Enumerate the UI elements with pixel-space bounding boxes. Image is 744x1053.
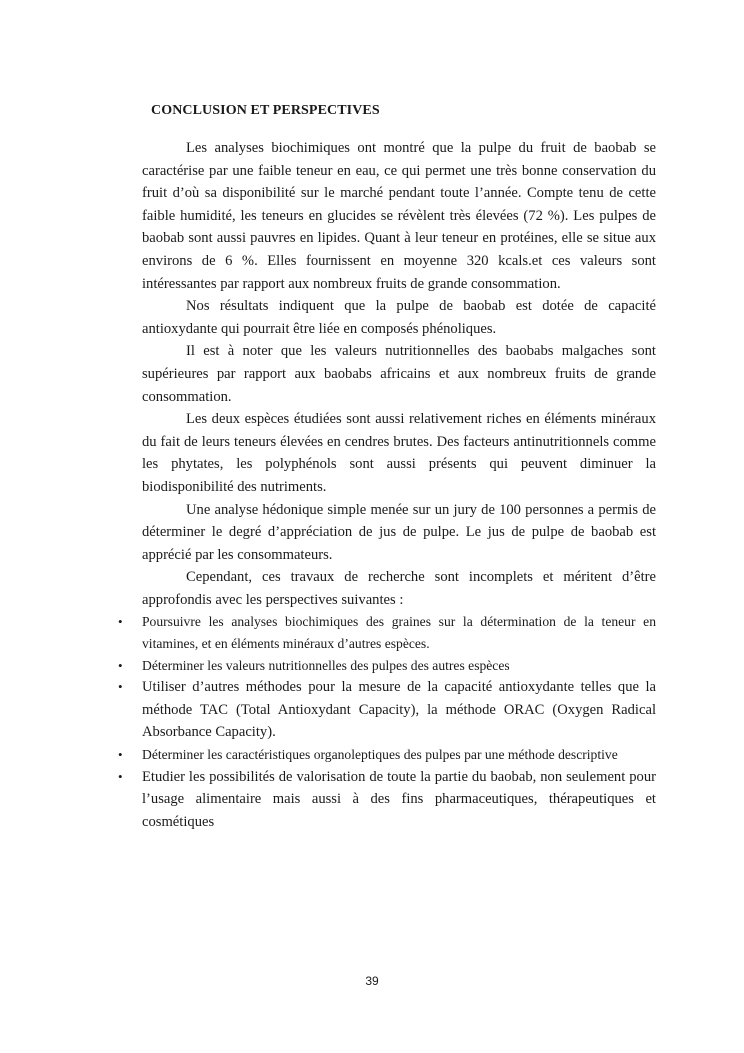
- page-number: 39: [365, 974, 379, 988]
- list-item: [118, 766, 656, 834]
- list-item: [118, 744, 656, 766]
- paragraph-analyses: Les analyses biochimiques ont montré que la pulpe du fruit de baobab se caractérise par une faible teneur en eau, ce qui permet une très bonne conservation du fruit d’où sa disponibilité sur le marché pendant toute l’année. Compte tenu de cette faible humidité, les teneurs en glucides se révèlent très élevées (72 %). Les pulpes de baobab sont aussi pauvres en lipides. Quant à leur teneur en protéines, elle se situe aux environs de 6 %. Elles fournissent en moyenne 320 kcals.et ces valeurs sont intéressantes par rapport aux nombreux fruits de grande consommation.: [142, 140, 656, 292]
- list-item: [118, 611, 656, 654]
- list-item-text: Utiliser d’autres méthodes pour la mesure de la capacité antioxydante telles que la méthode TAC (Total Antioxydant Capacity), la méthode ORAC (Oxygen Radical Absorbance Capacity).: [142, 679, 656, 741]
- paragraph-valeurs-nutritionnelles: Il est à noter que les valeurs nutritionnelles des baobabs malgaches sont supérieures par rapport aux baobabs africains et aux nombreux fruits de grande consommation.: [142, 343, 656, 405]
- body-text: [118, 137, 656, 833]
- section-heading: CONCLUSION ET PERSPECTIVES: [151, 103, 380, 118]
- bullet-icon: •: [118, 657, 123, 673]
- list-item-text: Déterminer les valeurs nutritionnelles des pulpes des autres espèces: [142, 657, 510, 673]
- paragraph-hedonique: Une analyse hédonique simple menée sur un jury de 100 personnes a permis de déterminer le degré d’appréciation de jus de pulpe. Le jus de pulpe de baobab est apprécié par les consommateurs.: [142, 501, 656, 563]
- bullet-icon: •: [118, 768, 123, 784]
- paragraph-mineraux: Les deux espèces étudiées sont aussi relativement riches en éléments minéraux du fait de leurs teneurs élevées en cendres brutes. Des facteurs antinutritionnels comme les phytates, les polyphénols sont aussi présents qui peuvent diminuer la biodisponibilité des nutriments.: [142, 411, 656, 495]
- list-item-text: Etudier les possibilités de valorisation de toute la partie du baobab, non seulement pour l’usage alimentaire mais aussi à des fins pharmaceutiques, thérapeutiques et cosmétiques: [142, 768, 656, 830]
- paragraph-antioxydant: Nos résultats indiquent que la pulpe de baobab est dotée de capacité antioxydante qui pourrait être liée en composés phénoliques.: [142, 298, 656, 337]
- bullet-icon: •: [118, 614, 123, 630]
- list-item-text: Poursuivre les analyses biochimiques des graines sur la détermination de la teneur en vitamines, et en éléments minéraux d’autres espèces.: [142, 614, 656, 652]
- bullet-icon: •: [118, 747, 123, 763]
- perspectives-list: [118, 611, 656, 833]
- bullet-icon: •: [118, 679, 123, 695]
- list-item: [118, 655, 656, 677]
- perspectives-intro: Cependant, ces travaux de recherche sont incomplets et méritent d’être approfondis avec les perspectives suivantes :: [142, 569, 656, 608]
- list-item-text: Déterminer les caractéristiques organoleptiques des pulpes par une méthode descriptive: [142, 747, 618, 763]
- list-item: [118, 676, 656, 744]
